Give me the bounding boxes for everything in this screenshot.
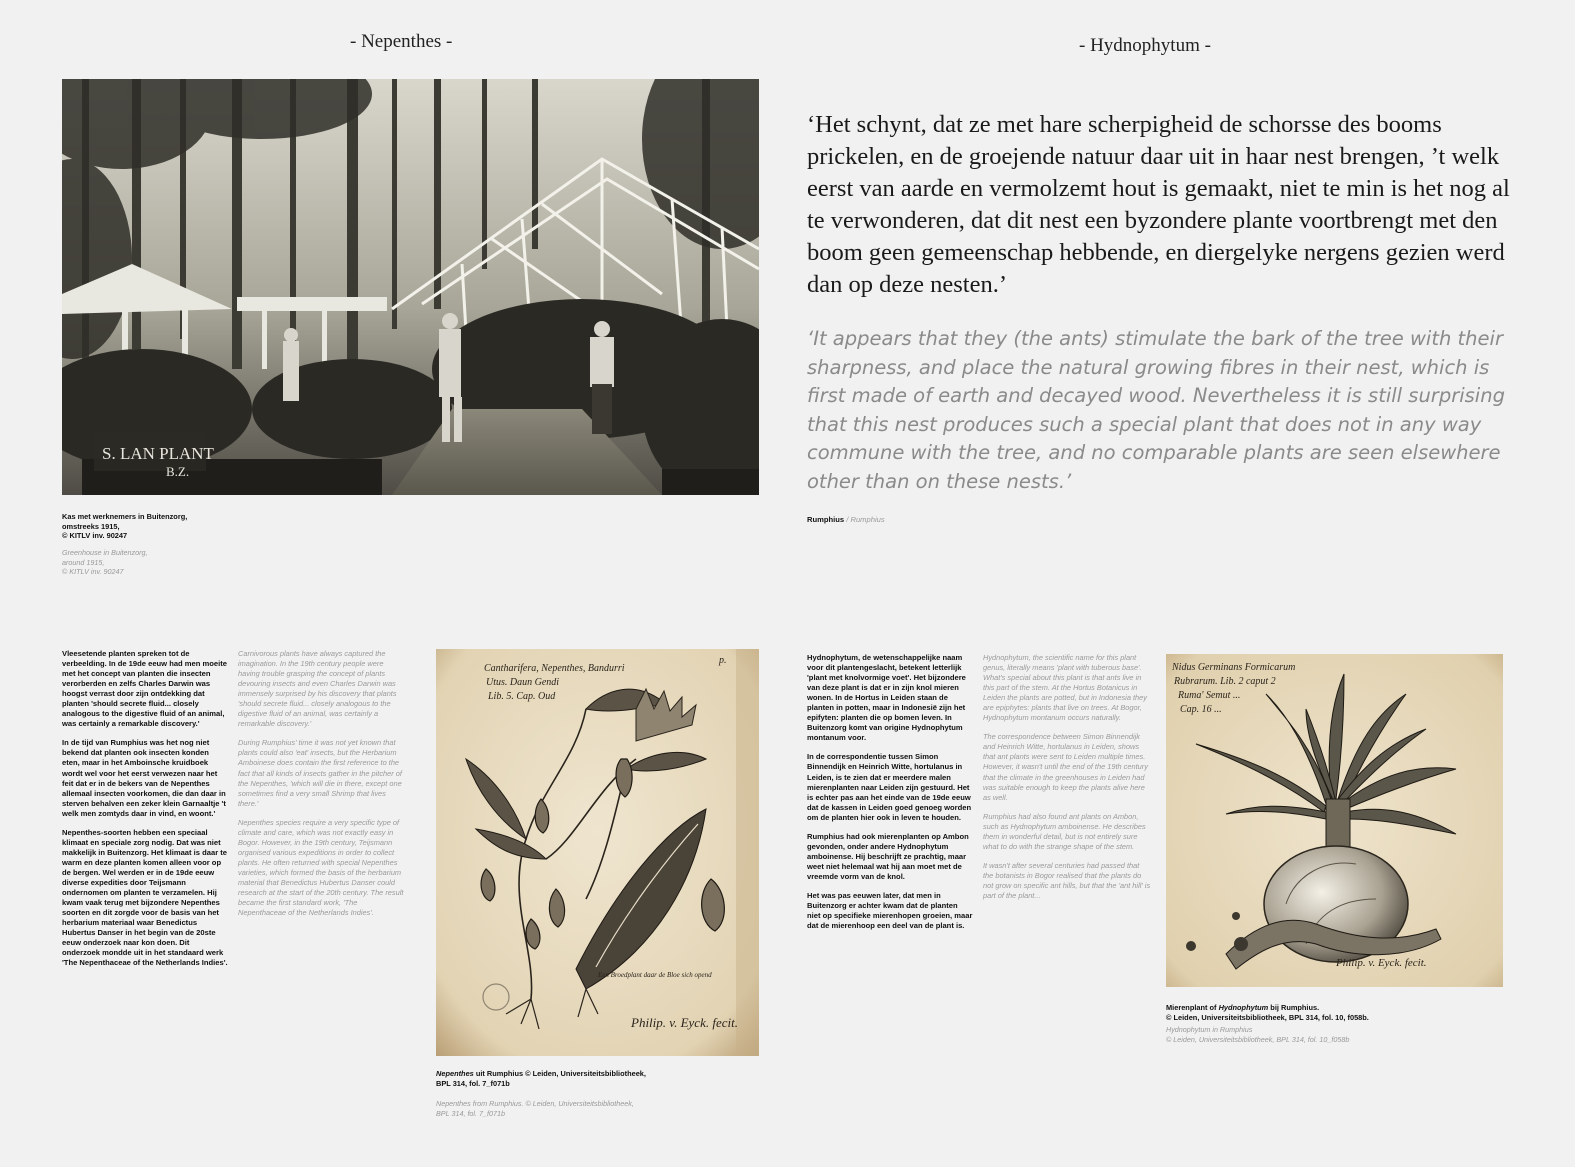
photo-caption-en: Greenhouse in Buitenzorg, around 1915, © KITLV inv. 90247 — [62, 548, 148, 576]
paragraph: Carnivorous plants have always captured the imagination. In the 19th century people were having trouble grasping the concept of plants devouring insects and even Charles Darwin was immensely surprised by his discovery that plants 'should secrete fluid... closely analogous to the digestive fluid of an animal, was certainly a remarkable discovery.' — [238, 649, 397, 729]
paragraph: Het was pas eeuwen later, dat men in Buitenzorg er achter kwam dat de planten niet op specifieke mierenhopen groeien, maar dat de mierenhoop een deel van de plant is. — [807, 890, 973, 931]
plate-inscription-line: Rubrarum. Lib. 2 caput 2 — [1174, 676, 1276, 687]
greenhouse-photo-illustration — [62, 79, 759, 495]
hydnophytum-plate-illustration — [1166, 654, 1503, 987]
paragraph: Nepenthes-soorten hebben een speciaal klimaat en speciale zorg nodig. Dat was niet makkelijk in Buitenzorg. Het klimaat is daar te warm en deze planten komen alleen voor op de bergen. Wel werden er in de 19de eeuw diverse expedities door Teijsmann ondernomen om planten te verzamelen. Hij kwam vaak terug met bijzondere Nepenthes soorten en dit zorgde voor de basis van het herbarium materiaal waar Benedictus Hubertus Danser in het begin van de 20ste eeuw onderzoek naar kon doen. Dit onderzoek mondde uit in het standaard werk 'The Nepenthaceae of the Netherlands Indies'. — [62, 827, 228, 968]
paragraph: It wasn't after several centuries had passed that the botanists in Bogor realised that the plants do not grow on specific ant hills, but that the 'ant hill' is part of the plant... — [983, 860, 1151, 900]
paragraph: In de correspondentie tussen Simon Binnendijk en Heinrich Witte, hortulanus in Leiden, is te zien dat er meerdere malen mierenplanten naar Leiden zijn gestuurd. Het is echter pas aan het einde van de 19de eeuw dat de kassen in Leiden goed genoeg worden om de planten hier ook in leven te houden. — [807, 752, 972, 822]
nepenthes-body-en — [238, 649, 406, 927]
plate-inscription-line: Ruma' Semut ... — [1178, 690, 1241, 701]
plate-inscription-line: Cantharifera, Nepenthes, Bandurri — [484, 663, 625, 674]
paragraph: The correspondence between Simon Binnendijk and Heinrich Witte, hortulanus in Leiden, shows that ant plants were sent to Leiden multiple times. However, it wasn't until the end of the 19th century that the climate in the greenhouses in Leiden had was suitable enough to keep the plants alive here as well. — [983, 732, 1148, 802]
hydnophytum-plate-caption-nl: Mierenplant of Hydnophytum bij Rumphius. © Leiden, Universiteitsbibliotheek, BPL 314, fol. 10, f058b. — [1166, 1003, 1369, 1022]
paragraph: Vleesetende planten spreken tot de verbeelding. In de 19de eeuw had men moeite met het concept van planten die insecten verorberden en zelfs Charles Darwin was hoogst verrast door zijn ontdekking dat planten 'should secrete fluid... closely analogous to the digestive fluid of an animal, was certainly a remarkable discovery.' — [62, 649, 228, 729]
quote-credit: Rumphius / Rumphius — [807, 515, 885, 524]
plate-inscription-line: Utus. Daun Gendi — [486, 677, 560, 688]
plate-inscription-line: Cap. 16 ... — [1180, 704, 1222, 715]
paragraph: Rumphius had ook mierenplanten op Ambon gevonden, onder andere Hydnophytum amboinense. Hij beschrijft ze prachtig, maar weet niet helemaal wat hij aan moet met de vreemde vorm van de knol. — [807, 831, 969, 881]
quote-english: ‘It appears that they (the ants) stimulate the bark of the tree with their sharpness, and place the natural growing fibres in their nest, which is first made of earth and decayed wood. Nevertheless it is still surprising that this nest produces such a special plant that does not in any way commune with the tree, and no comparable plants are seen elsewhere other than on these nests.’ — [807, 327, 1505, 493]
nepenthes-body-nl — [62, 649, 228, 977]
nepenthes-plate-illustration — [436, 649, 759, 1056]
hydnophytum-body-nl — [807, 653, 973, 940]
nepenthes-plate-caption-nl: Nepenthes uit Rumphius © Leiden, Universiteitsbibliotheek, BPL 314, fol. 7_f071b — [436, 1069, 646, 1088]
hydnophytum-body-en — [983, 653, 1151, 910]
photo-sign-subtext: B.Z. — [166, 464, 190, 479]
plate-inscription-bottom: Een Broedplant daar de Bloe sich opend — [598, 971, 712, 979]
photo-sign-text: S. LAN PLANT — [102, 444, 214, 463]
plate-signature: Philip. v. Eyck. fecit. — [631, 1015, 738, 1030]
paragraph: Rumphius had also found ant plants on Ambon, such as Hydnophytum amboinense. He describes them in wonderful detail, but is not entirely sure what to do with the strange shape of the stem. — [983, 811, 1146, 851]
nepenthes-botanical-plate — [436, 649, 759, 1056]
section-title-hydnophytum: - Hydnophytum - — [1079, 35, 1211, 56]
plate-signature: Philip. v. Eyck. fecit. — [1336, 957, 1427, 969]
plate-folio-number: p. — [719, 655, 727, 666]
plate-inscription-line: Nidus Germinans Formicarum — [1172, 662, 1296, 673]
paragraph: In de tijd van Rumphius was het nog niet bekend dat planten ook insecten konden eten, maar in het Amboinsche kruidboek wordt wel voor het eerst verwezen naar het feit dat er in de bekers van de Nepenthes allemaal insecten voorkomen, die dan daar in sterven behalven een zeker klein Garnaaltje 't welk men zomtyds daar in vind, en woont.' — [62, 738, 226, 818]
hydnophytum-plate-caption-en: Hydnophytum in Rumphius © Leiden, Universiteitsbibliotheek, BPL 314, fol. 10_f058b — [1166, 1025, 1350, 1044]
paragraph: During Rumphius' time it was not yet known that plants could also 'eat' insects, but the Herbarium Amboinese does contain the first reference to the fact that all kinds of insects gather in the pitcher of the Nepenthes, 'which will die in there, except one sometimes find a very small Shrimp that lives there.' — [238, 738, 402, 808]
caption-species-name: Hydnophytum — [1218, 1003, 1269, 1012]
paragraph: Hydnophytum, de wetenschappelijke naam voor dit plantengeslacht, betekent letterlijk 'plant met knolvormige voet'. Het bijzondere van deze plant is dat er in zijn knol mieren wonen. In de Hortus in Leiden staan de planten in potten, maar in Indonesië zijn het epifyten: planten die op bomen leven. In Buitenzorg komt van origine Hydnophytum montanum voor. — [807, 653, 966, 743]
paragraph: Nepenthes species require a very specific type of climate and care, which was not exactly easy in Bogor. However, in the 19th century, Teijsmann organised various expeditions in order to collect plants. He often returned with special Nepenthes varieties, which formed the basis of the herbarium material that Benedictus Hubertus Danser could research at the start of the 20th century. The result became the first standard work, 'The Nepenthaceae of the Netherlands Indies'. — [238, 817, 404, 918]
quote-dutch: ‘Het schyn​t, dat ze met hare scherpigheid de schorsse des booms prickelen, en de groejende natuur daar uit in haar nest brengen, ’t welk eerst van aarde en vermolzemt hout is gemaakt, niet te min is het nog al te verwonderen, dat dit nest een byzondere plante voortbrengt met den boom geen gemeenschap hebbende, en diergelyke nergens gezien werd dan op deze nesten.’ — [807, 111, 1510, 298]
paragraph: Hydnophytum, the scientific name for this plant genus, literally means 'plant with tuberous base'. What's special about this plant is that ants live in this part of the stem. At the Hortus Botanicus in Leiden the plants are potted, but in Indonesia they are epiphytes: plants that live on trees. At Bogor, Hydnophytum montanum occurs naturally. — [983, 653, 1147, 723]
greenhouse-photo — [62, 79, 759, 495]
hydnophytum-botanical-plate — [1166, 654, 1503, 987]
nepenthes-plate-caption-en: Nepenthes from Rumphius. © Leiden, Universiteitsbibliotheek, BPL 314, fol. 7_f071b — [436, 1099, 634, 1118]
plate-inscription-line: Lib. 5. Cap. Oud — [488, 691, 556, 702]
photo-caption-nl: Kas met werknemers in Buitenzorg, omstreeks 1915, © KITLV inv. 90247 — [62, 512, 188, 540]
caption-species-name: Nepenthes — [436, 1069, 474, 1078]
section-title-nepenthes: - Nepenthes - — [350, 31, 453, 52]
